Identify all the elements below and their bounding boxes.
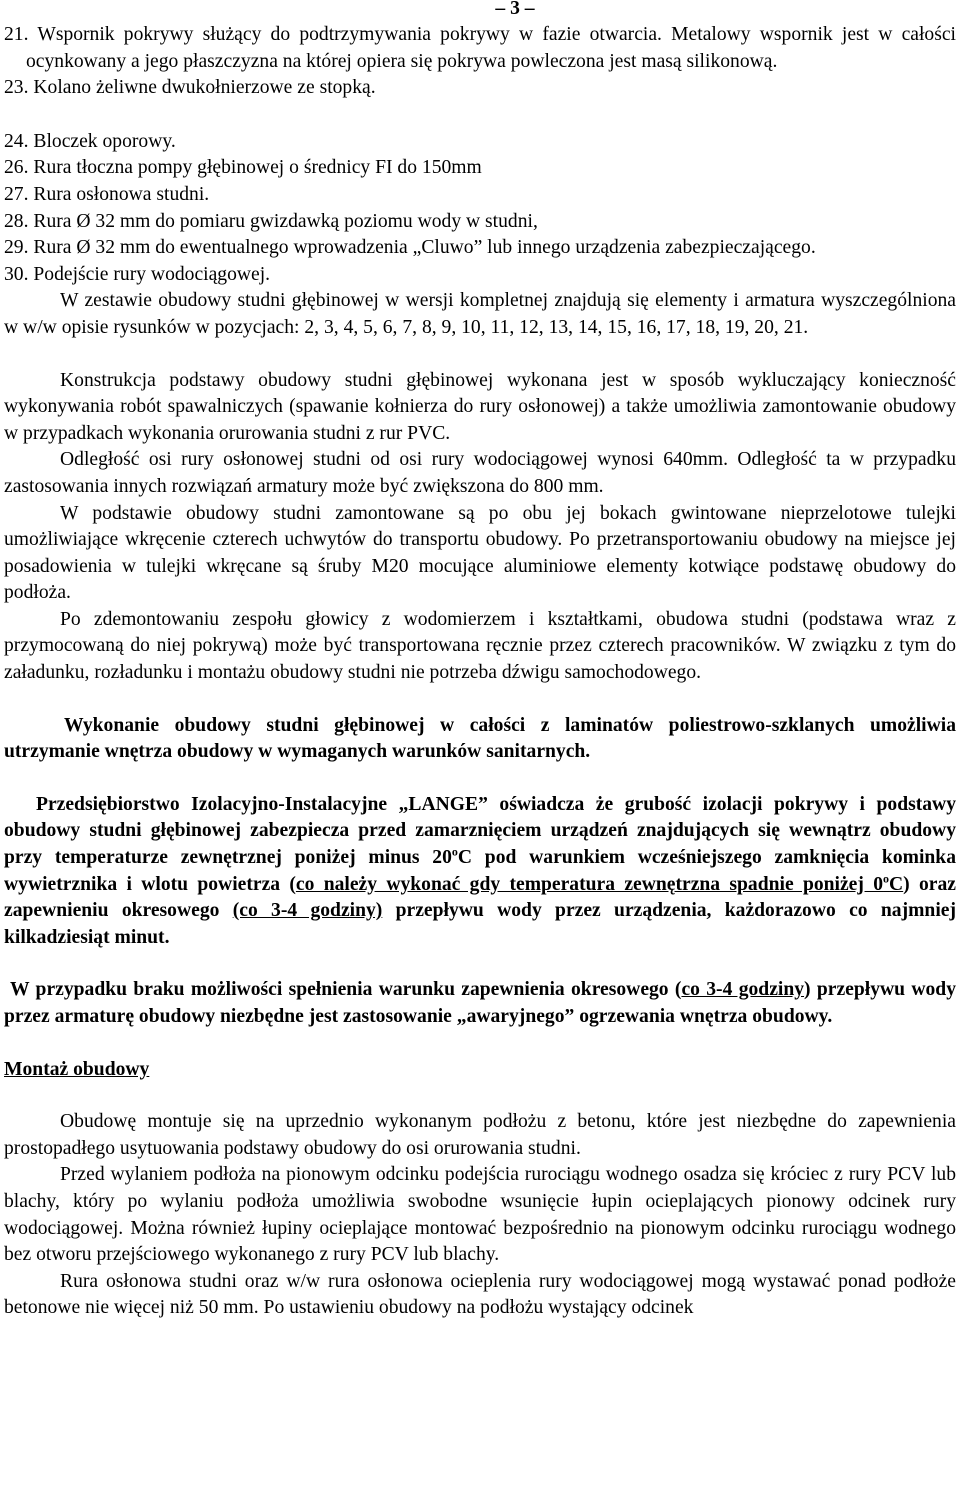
degree-sup: o — [451, 844, 458, 859]
list-item-24: 24. Bloczek oporowy. — [4, 130, 176, 152]
heating-text-1: W przypadku braku możliwości spełnienia warunku zapewnienia okresowego ( — [10, 979, 682, 1001]
paragraph-transport: Po zdemontowaniu zespołu głowicy z wodomierzem i kształtkami, obudowa studni (podstawa wraz z przymocowaną do niej pokrywą) może być transportowana ręcznie przez czterech pracowników. W związku z tym do załadunku, rozładunku i montażu obudowy studni nie potrzeba dźwigu samochodowego. — [4, 608, 956, 684]
insulation-text-4: przepływu wody przez urządzenia, każdorazowo co najmniej kilkadziesiąt minut. — [4, 900, 956, 948]
heating-text-2: ) przepływu wody przez armaturę obudowy niezbędne jest zastosowanie „awaryjnego” ogrzewania wnętrza obudowy. — [4, 979, 957, 1027]
degree-sup: o — [883, 871, 890, 886]
underlined-condition-text: co należy wykonać gdy temperatura zewnętrzna spadnie poniżej 0 — [295, 873, 884, 895]
spacer — [4, 687, 956, 713]
spacer — [4, 342, 956, 368]
document-page — [4, 0, 956, 1322]
paragraph-sockets: W podstawie obudowy studni zamontowane są po obu jej bokach gwintowane nieprzelotowe tulejki umożliwiające wkręcenie czterech uchwytów do transportu obudowy. Po przetransportowaniu obudowy na miejsce jej posadowienia w tulejki wkręcane są śruby M20 mocujące aluminiowe elementy kotwiące podstawę obudowy do podłoża. — [4, 502, 956, 604]
list-item-27: 27. Rura osłonowa studni. — [4, 183, 210, 205]
list-item-30: 30. Podejście rury wodociągowej. — [4, 263, 271, 285]
section-heading — [4, 1057, 956, 1084]
insulation-text-3: ) oraz zapewnieniu okresowego — [4, 873, 956, 922]
paragraph-set-contents: W zestawie obudowy studni głębinowej w wersji kompletnej znajdują się elementy i armatura wyszczególniona w w/w opisie rysunków w pozycjach: 2, 3, 4, 5, 6, 7, 8, 9, 10, 11, 12, 13, 14, 15, 16, 17, 18, 19, 20, 21. — [4, 290, 956, 338]
spacer — [4, 766, 956, 792]
bold-statement-laminates: Wykonanie obudowy studni głębinowej w całości z laminatów poliestrowo-szklanych umożliwia utrzymanie wnętrza obudowy w wymaganych warunków sanitarnych. — [4, 714, 956, 763]
list-item-23: 23. Kolano żeliwne dwukołnierzowe ze stopką. — [4, 77, 376, 99]
paragraph-casing-pipe: Rura osłonowa studni oraz w/w rura osłonowa ocieplenia rury wodociągowej mogą wystawać ponad podłoże betonowe nie więcej niż 50 mm. Po ustawieniu obudowy na podłożu wystający odcinek — [4, 1270, 956, 1319]
spacer — [4, 951, 956, 977]
page-number: – 3 – — [495, 0, 535, 19]
list-item-26: 26. Rura tłoczna pompy głębinowej o średnicy FI do 150mm — [4, 157, 482, 179]
list-item — [4, 22, 956, 75]
spacer — [4, 1083, 956, 1109]
section-heading-text: Montaż obudowy — [4, 1058, 150, 1080]
spacer — [4, 1031, 956, 1057]
paragraph-pouring: Przed wylaniem podłoża na pionowym odcinku podejścia rurociągu wodnego osadza się króciec z rury PCV lub blachy, który po wylaniu podłoża umożliwia swobodne wsunięcie łupin ocieplających pionowy odcinek rury wodociągowej. Można również łupiny ocieplające montować bezpośrednio na pionowym odcinku rurociągu wodnego bez otworu przejściowego wykonanego z rury PCV lub blachy. — [4, 1164, 956, 1266]
bold-statement-insulation — [4, 792, 956, 952]
bold-statement-heating — [4, 977, 956, 1030]
paragraph-distance: Odległość osi rury osłonowej studni od osi rury wodociągowej wynosi 640mm. Odległość ta w przypadku zastosowania innych rozwiązań armatury może być zwiększona do 800 mm. — [4, 449, 956, 497]
list-item-28: 28. Rura Ø 32 mm do pomiaru gwizdawką poziomu wody w studni, — [4, 210, 538, 232]
insulation-text-2: C pod warunkiem wcześniejszego zamknięcia kominka wywietrznika i wlotu powietrza ( — [4, 847, 956, 895]
list-item-29: 29. Rura Ø 32 mm do ewentualnego wprowadzenia „Cluwo” lub innego urządzenia zabezpieczającego. — [4, 237, 816, 259]
underlined-interval: co 3-4 godziny — [681, 979, 805, 1001]
underlined-interval: (co 3-4 godziny) — [232, 900, 383, 922]
insulation-text-1: Przedsiębiorstwo Izolacyjno-Instalacyjne „LANGE” oświadcza że grubość izolacji pokrywy i podstawy obudowy studni głębinowej zabezpiecza przed zamarznięciem urządzeń znajdujących się wewnątrz obudowy przy temperaturze zewnętrznej poniżej minus 20 — [4, 793, 956, 869]
underlined-condition-unit: C — [889, 873, 904, 895]
paragraph-mounting: Obudowę montuje się na uprzednio wykonanym podłożu z betonu, które jest niezbędne do zapewnienia prostopadłego usytuowania podstawy obudowy do osi orurowania studni. — [4, 1111, 956, 1159]
spacer — [4, 102, 956, 129]
paragraph-construction: Konstrukcja podstawy obudowy studni głębinowej wykonana jest w sposób wykluczający konieczność wykonywania robót spawalniczych (spawanie kołnierza do rury osłonowej) a także umożliwia zamontowanie obudowy w przypadkach wykonania orurowania studni z rur PVC. — [4, 369, 956, 444]
underlined-condition — [295, 871, 904, 895]
list-item-21: 21. Wspornik pokrywy służący do podtrzymywania pokrywy w fazie otwarcia. Metalowy wspornik jest w całości ocynkowany a jego płaszczyzna na której opiera się pokrywa powleczona jest masą silikonową. — [4, 24, 956, 72]
